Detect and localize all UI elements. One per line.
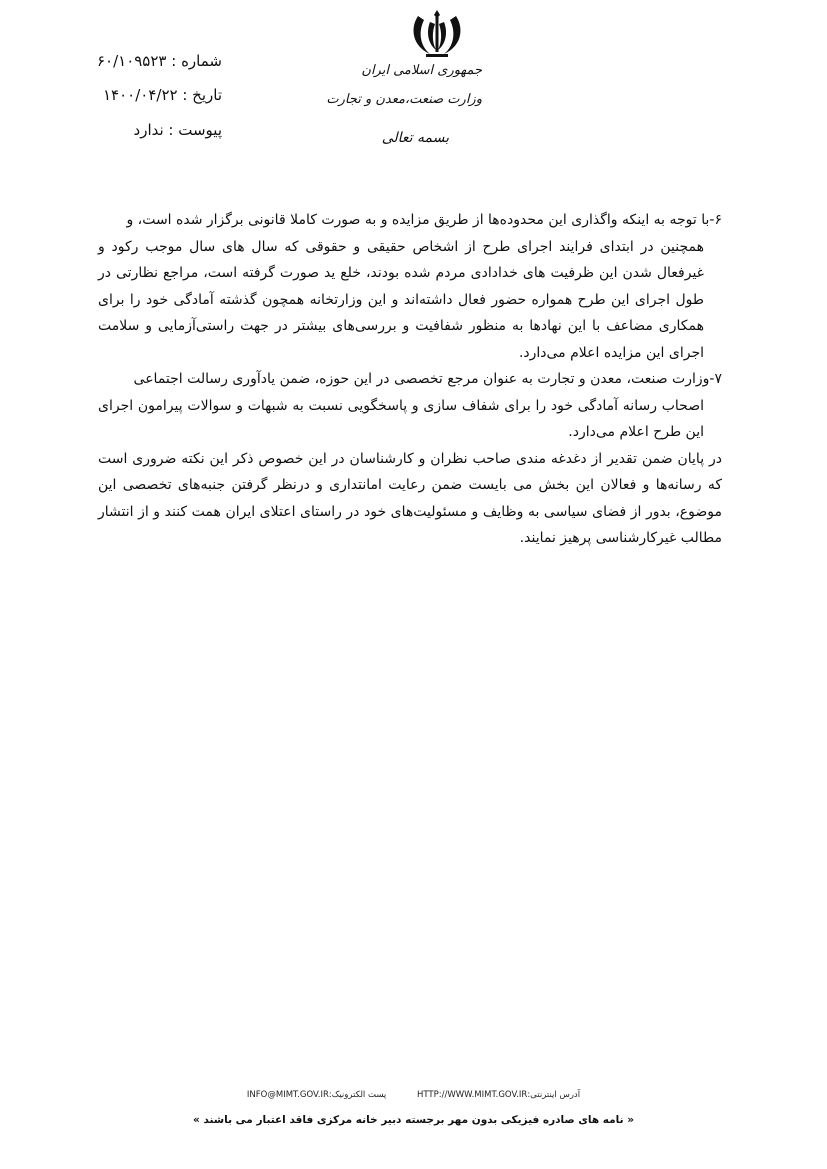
footer-email-label: پست الکترونیک: [328, 1090, 387, 1100]
footer-web-url[interactable]: HTTP://WWW.MIMT.GOV.IR [417, 1090, 528, 1100]
footer-note: « نامه های صادره فیزیکی بدون مهر برجسته دبیر خانه مرکزی فاقد اعتبار می باشند » [193, 1114, 634, 1126]
item-6-rest: همچنین در ابتدای فرایند اجرای طرح از اشخاص حقیقی و حقوقی که سال های سال موجب رکود و غیرفعال شدن این ظرفیت های خدادادی مردم شده بودند، خلع ید صورت گرفته است، مراجع نظارتی در طول اجرای این طرح همواره حضور فعال داشته‌اند و این وزارتخانه همچون گذشته آمادگی خود را برای همکاری مضاعف با این نهادها به منظور شفافیت و بررسی‌های بیشتر در جهت راستی‌آزمایی و سلامت اجرای این مزایده اعلام می‌دارد. [98, 238, 704, 361]
footer-email-address[interactable]: INFO@MIMT.GOV.IR [246, 1090, 329, 1100]
item-7 [98, 366, 722, 446]
letter-body [98, 207, 722, 552]
letter-date: تاریخ : ۱۴۰۰/۰۴/۲۲ [103, 86, 222, 104]
item-7-rest: اصحاب رسانه آمادگی خود را برای شفاف سازی و پاسخگویی نسبت به شبهات و سوالات پیرامون اجرای این طرح اعلام می‌دارد. [98, 397, 704, 440]
iran-emblem-icon [408, 8, 466, 60]
invocation: بسمه تعالی [381, 130, 449, 146]
item-6 [98, 207, 722, 366]
footer-web-label: آدرس اینترنتی: [527, 1090, 581, 1100]
letter-number: شماره : ۶۰/۱۰۹۵۲۳ [96, 52, 222, 70]
footer-email [247, 1090, 386, 1100]
footer-contacts [0, 1090, 827, 1100]
letter-attachment: پیوست : ندارد [133, 121, 222, 139]
footer-web [417, 1090, 580, 1100]
republic-title: جمهوری اسلامی ایران [361, 63, 482, 78]
item-6-first-line: ۶-با توجه به اینکه واگذاری این محدوده‌ها از طریق مزایده و به صورت کاملا قانونی برگزار شده است، و [126, 212, 722, 228]
ministry-title: وزارت صنعت،معدن و تجارت [326, 92, 482, 107]
item-7-first-line: ۷-وزارت صنعت، معدن و تجارت به عنوان مرجع تخصصی در این حوزه، ضمن یادآوری رسالت اجتماعی [133, 371, 722, 387]
closing-paragraph: در پایان ضمن تقدیر از دغدغه مندی صاحب نظران و کارشناسان در این خصوص ذکر این نکته ضروری است که رسانه‌ها و فعالان این بخش می بایست ضمن رعایت امانتداری و درنظر گرفتن جنبه‌های تخصصی این موضوع، بدور از فضای سیاسی به وظایف و مسئولیت‌های خود در راستای اعتلای ایران همت کنند و از انتشار مطالب غیرکارشناسی پرهیز نمایند. [98, 450, 722, 546]
